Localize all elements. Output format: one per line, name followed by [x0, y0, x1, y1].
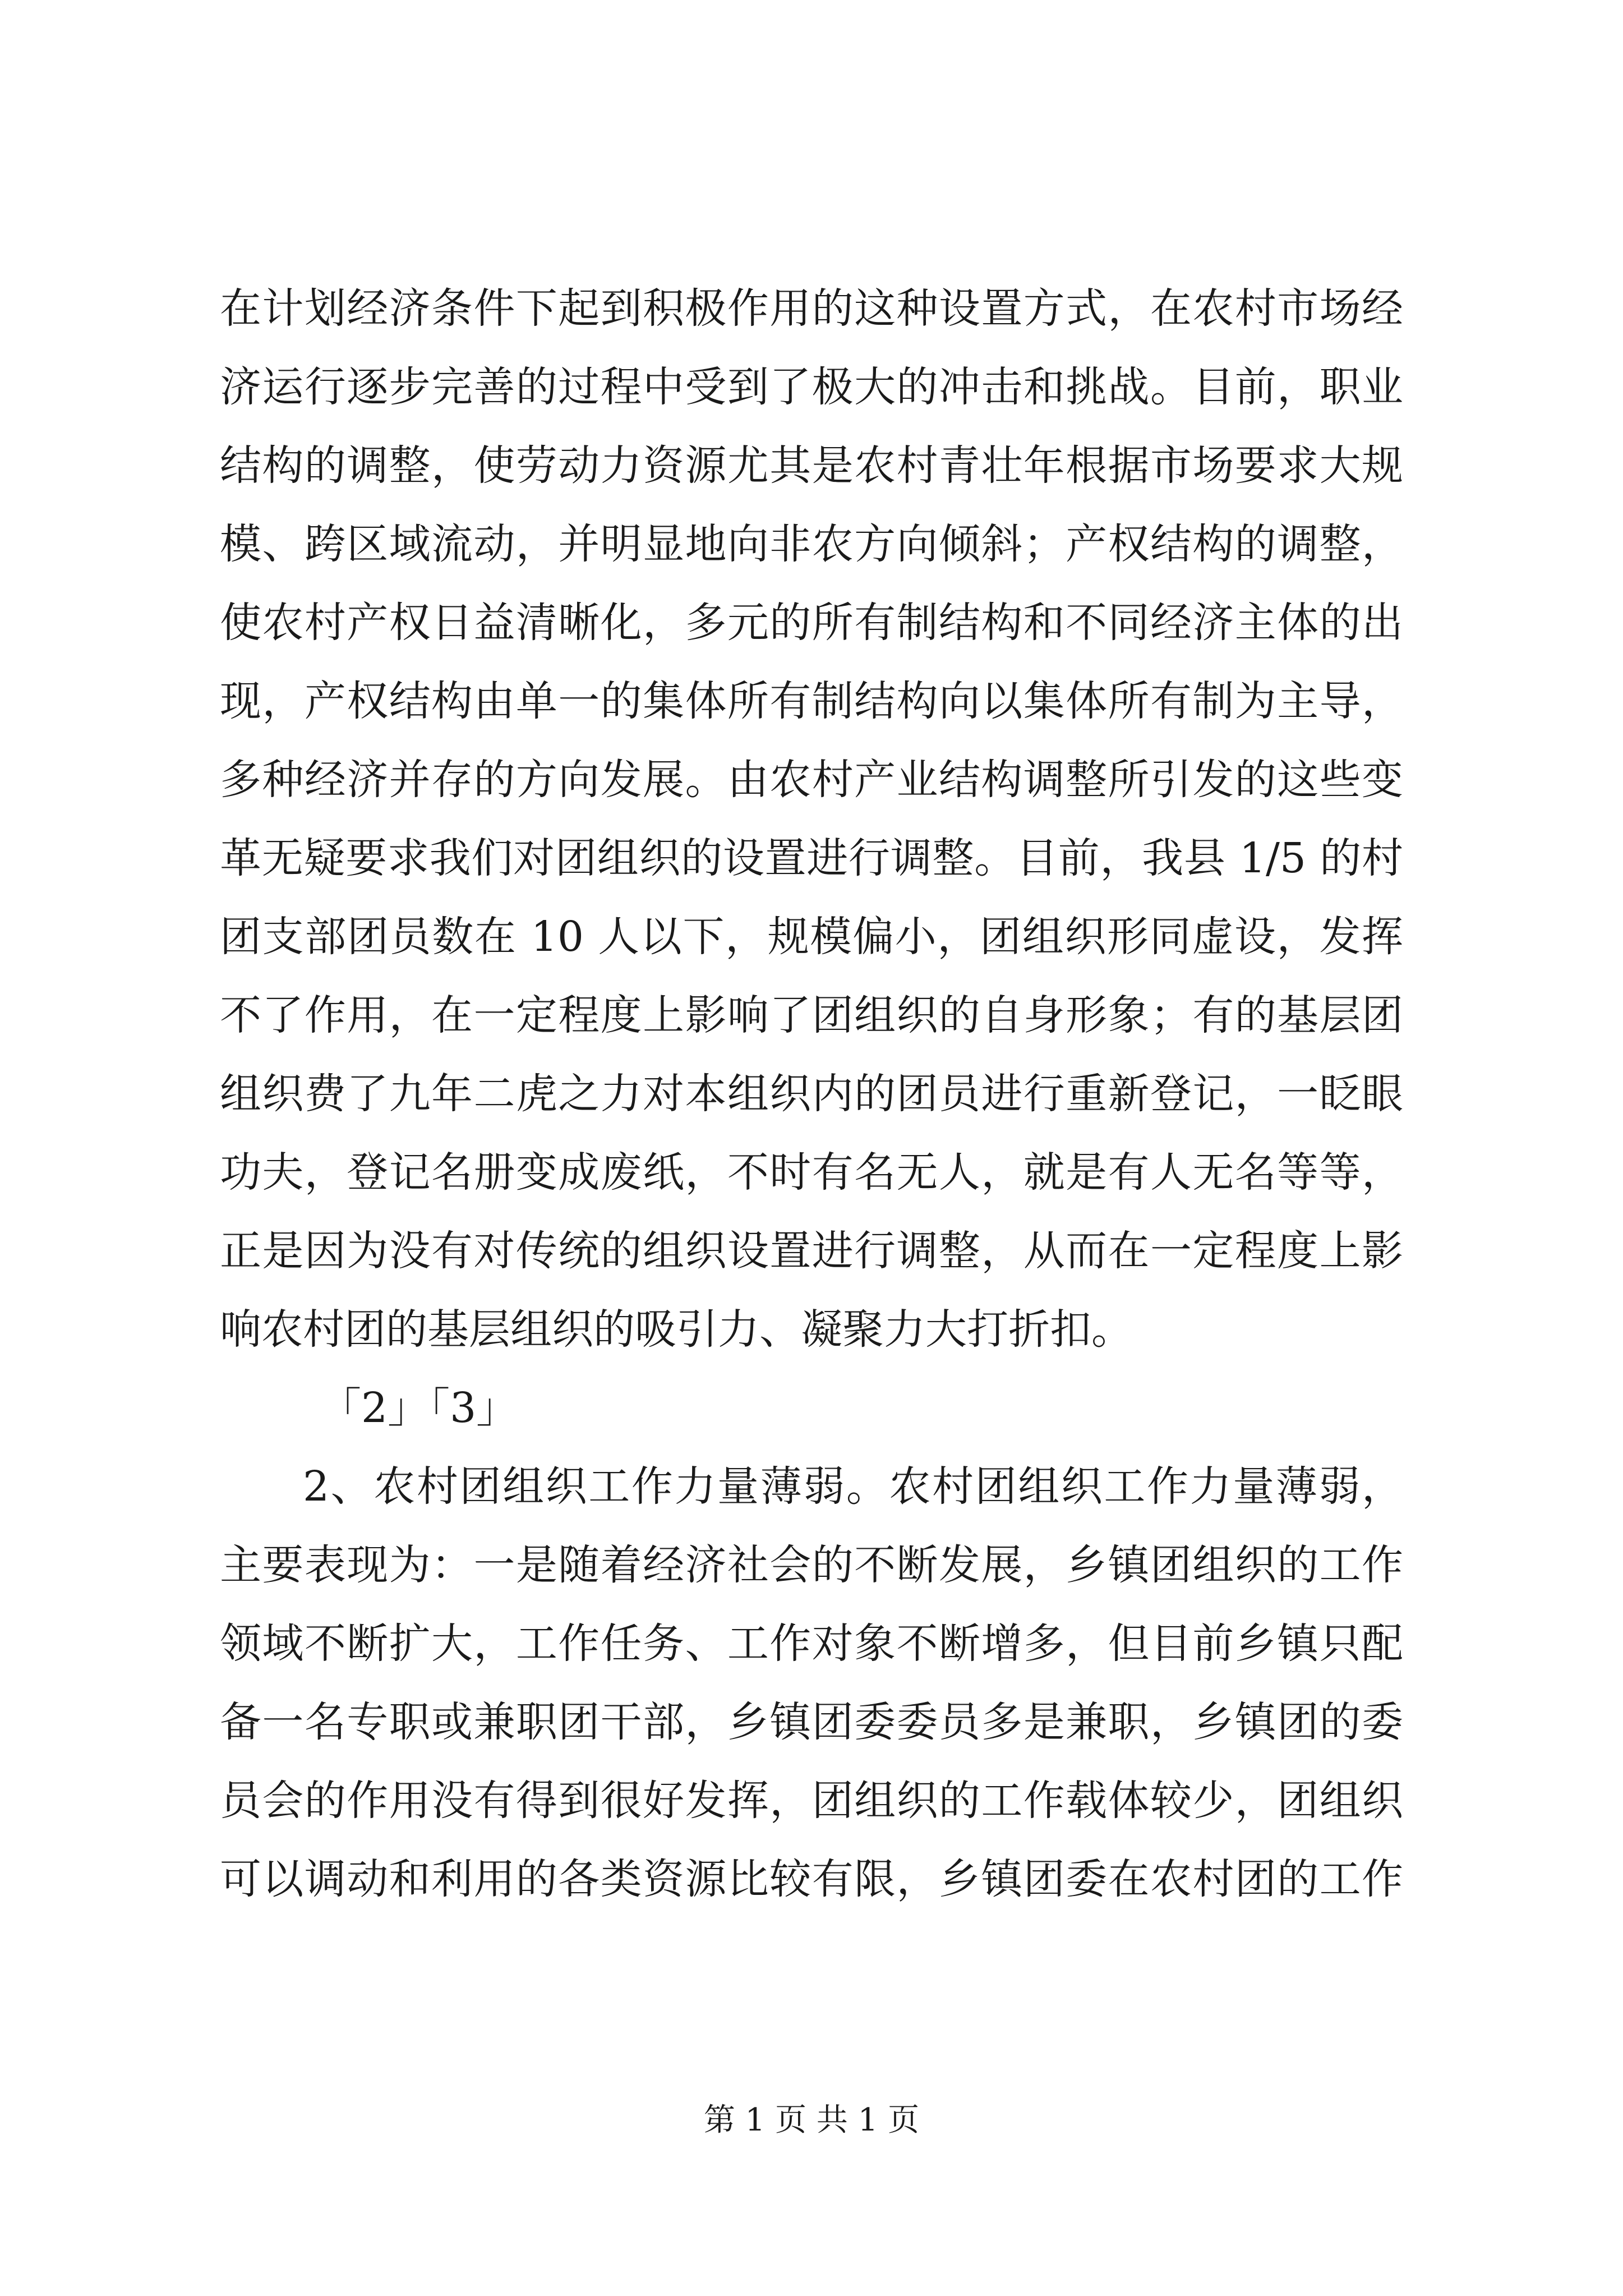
- text-line: 现，产权结构由单一的集体所有制结构向以集体所有制为主导，: [220, 677, 1403, 725]
- text-line: 革无疑要求我们对团组织的设置进行调整。目前，我县 1/5 的村: [220, 834, 1403, 882]
- reference-markers: 「2」「3」: [320, 1384, 518, 1432]
- text-line: 使农村产权日益清晰化，多元的所有制结构和不同经济主体的出: [220, 599, 1403, 647]
- paragraph-2: [220, 1447, 1403, 1918]
- text-line: 备一名专职或兼职团干部，乡镇团委委员多是兼职，乡镇团的委: [220, 1698, 1403, 1746]
- text-line: 可以调动和利用的各类资源比较有限，乡镇团委在农村团的工作: [220, 1855, 1403, 1903]
- document-body: [220, 269, 1403, 1918]
- text-line: 结构的调整，使劳动力资源尤其是农村青壮年根据市场要求大规: [220, 441, 1403, 490]
- text-line: 在计划经济条件下起到积极作用的这种设置方式，在农村市场经: [220, 284, 1403, 333]
- text-line: 多种经济并存的方向发展。由农村产业结构调整所引发的这些变: [220, 756, 1403, 804]
- text-line: 领域不断扩大，工作任务、工作对象不断增多，但目前乡镇只配: [220, 1619, 1403, 1668]
- text-line: 员会的作用没有得到很好发挥，团组织的工作载体较少，团组织: [220, 1777, 1403, 1825]
- text-line: 模、跨区域流动，并明显地向非农方向倾斜；产权结构的调整，: [220, 520, 1403, 568]
- text-line: 响农村团的基层组织的吸引力、凝聚力大打折扣。: [220, 1305, 1133, 1354]
- page-footer: 第 1 页 共 1 页: [703, 2102, 920, 2138]
- paragraph-1: [220, 269, 1403, 1369]
- text-line: 组织费了九年二虎之力对本组织内的团员进行重新登记，一眨眼: [220, 1070, 1403, 1118]
- text-line: 2、农村团组织工作力量薄弱。农村团组织工作力量薄弱，: [303, 1462, 1403, 1511]
- text-line: 功夫，登记名册变成废纸，不时有名无人，就是有人无名等等，: [220, 1148, 1403, 1197]
- text-line: 济运行逐步完善的过程中受到了极大的冲击和挑战。目前，职业: [220, 363, 1403, 411]
- text-line: 正是因为没有对传统的组织设置进行调整，从而在一定程度上影: [220, 1227, 1403, 1275]
- text-line: 主要表现为：一是随着经济社会的不断发展，乡镇团组织的工作: [220, 1541, 1403, 1589]
- text-line: 团支部团员数在 10 人以下，规模偏小，团组织形同虚设，发挥: [220, 913, 1403, 961]
- text-line: 不了作用，在一定程度上影响了团组织的自身形象；有的基层团: [220, 991, 1403, 1039]
